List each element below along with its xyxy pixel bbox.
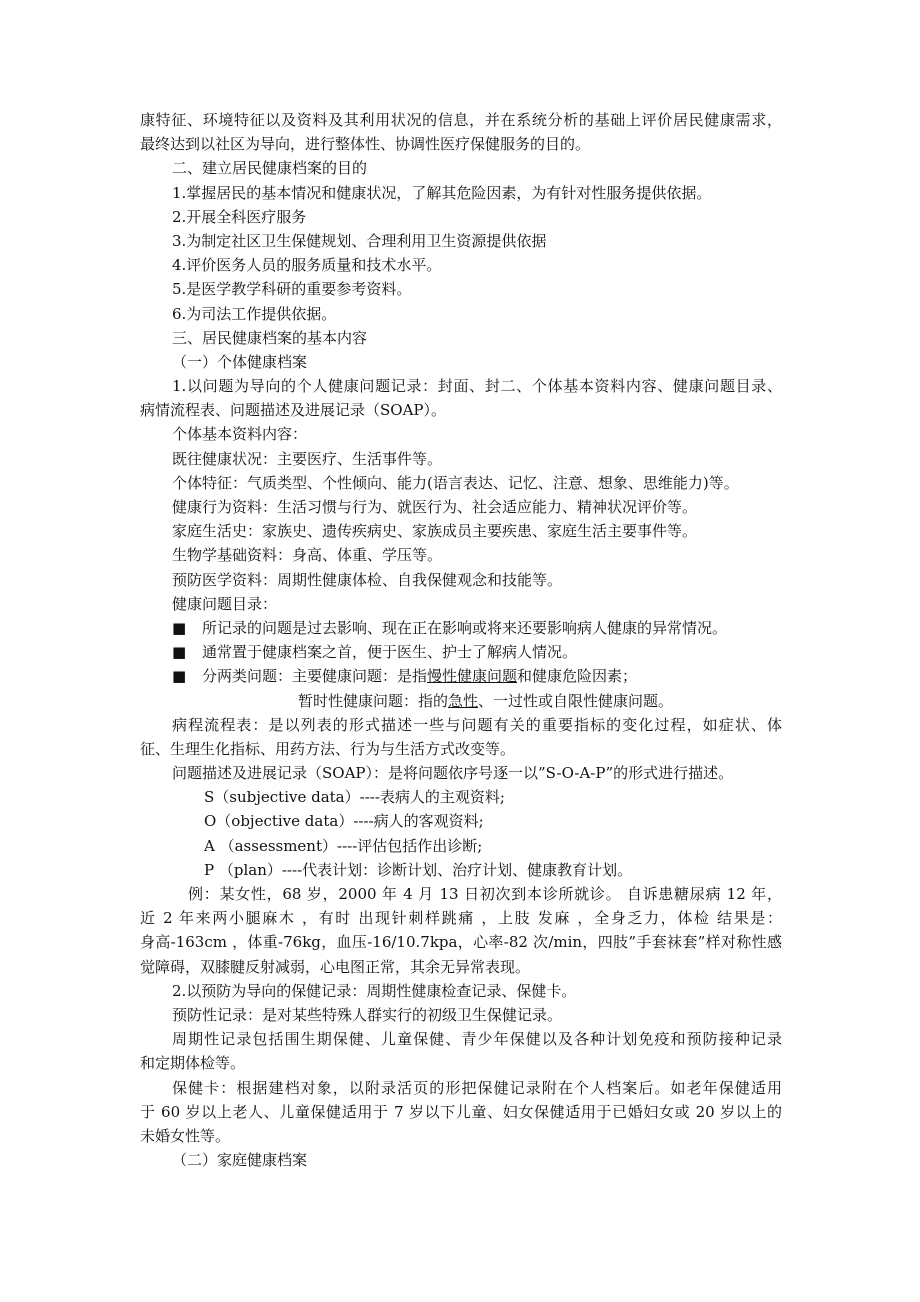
text-line: 5.是医学教学科研的重要参考资料。	[172, 280, 412, 299]
text-line: 征、生理生化指标、用药方法、行为与生活方式改变等。	[140, 739, 516, 758]
text-line: 生物学基础资料：身高、体重、学压等。	[172, 546, 443, 565]
text-line: 保健卡：根据建档对象，以附录活页的形把保健记录附在个人档案后。如老年保健适用	[172, 1078, 782, 1097]
text-line: P （plan）----代表计划：诊断计划、治疗计划、健康教育计划。	[204, 860, 633, 879]
text-line: 健康行为资料：生活习惯与行为、就医行为、社会适应能力、精神状况评价等。	[172, 498, 698, 516]
text-line: 既往健康状况：主要医疗、生活事件等。	[172, 449, 443, 468]
underlined-term: 急性	[448, 691, 479, 710]
text-segment: 和健康危险因素；	[517, 667, 638, 686]
text-line: 个体基本资料内容：	[172, 425, 308, 444]
text-line: 康特征、环境特征以及资料及其利用状况的信息，并在系统分析的基础上评价居民健康需求，	[140, 111, 782, 129]
text-line: 个体特征：气质类型、个性倾向、能力(语言表达、记忆、注意、想象、思维能力)等。	[172, 473, 739, 492]
document-body	[140, 108, 782, 1172]
text-line: 1.掌握居民的基本情况和健康状况，了解其危险因素，为有针对性服务提供依据。	[172, 183, 712, 202]
text-segment: 、一过性或自限性健康问题。	[478, 691, 674, 710]
text-line: 家庭生活史：家族史、遗传疾病史、家族成员主要疾患、家庭生活主要事件等。	[172, 522, 698, 541]
black-square-icon: ■	[172, 618, 187, 637]
text-line: 二、建立居民健康档案的目的	[172, 159, 368, 178]
text-segment: 暂时性健康问题：指的	[298, 691, 449, 710]
text-line: 预防医学资料：周期性健康体检、自我保健观念和技能等。	[172, 570, 563, 589]
text-line: 近 2 年来两小腿麻木 ，有时 出现针刺样跳痛 ，上肢 发麻 ，全身乏力，体检 结果是：	[140, 909, 782, 928]
text-segment: 所记录的问题是过去影响、现在正在影响或将来还要影响病人健康的异常情况。	[202, 618, 728, 637]
bullet-item	[140, 616, 782, 640]
text-line: 预防性记录：是对某些特殊人群实行的初级卫生保健记录。	[172, 1005, 563, 1024]
text-line: 未婚女性等。	[140, 1126, 231, 1145]
text-line: O（objective data）----病人的客观资料;	[204, 812, 484, 831]
bullet-item	[140, 640, 782, 664]
text-line: 问题描述及进展记录（SOAP）：是将问题依序号逐一以”S-O-A-P”的形式进行描述。	[172, 764, 734, 783]
text-line: 1.以问题为导向的个人健康问题记录：封面、封二、个体基本资料内容、健康问题目录、	[172, 377, 782, 396]
text-line: 2.以预防为导向的保健记录：周期性健康检查记录、保健卡。	[172, 981, 577, 1000]
bullet-item	[140, 664, 782, 688]
text-line	[140, 689, 782, 713]
text-line: 和定期体检等。	[140, 1054, 246, 1073]
text-line: （一）个体健康档案	[172, 352, 308, 371]
text-line: 于 60 岁以上老人、儿童保健适用于 7 岁以下儿童、妇女保健适用于已婚妇女或 20 岁以上的	[140, 1102, 782, 1121]
black-square-icon: ■	[172, 643, 187, 662]
text-line: S（subjective data）----表病人的主观资料;	[204, 788, 505, 807]
text-line: 身高-163cm ，体重-76kg，血压-16/10.7kpa，心率-82 次/min，四肢”手套袜套”样对称性感	[140, 933, 782, 952]
underlined-term: 慢性健康问题	[427, 667, 518, 686]
black-square-icon: ■	[172, 667, 187, 686]
text-line: 病情流程表、问题描述及进展记录（SOAP）。	[140, 401, 447, 420]
text-line: 最终达到以社区为导向，进行整体性、协调性医疗保健服务的目的。	[140, 135, 591, 154]
text-line: 2.开展全科医疗服务	[172, 207, 307, 226]
text-line: （二）家庭健康档案	[172, 1151, 308, 1170]
text-line: 例：某女性，68 岁，2000 年 4 月 13 日初次到本诊所就诊。 自诉患糖尿病 12 年，	[188, 885, 782, 903]
text-line: 6.为司法工作提供依据。	[172, 304, 337, 323]
text-line: 周期性记录包括围生期保健、儿童保健、青少年保健以及各种计划免疫和预防接种记录	[172, 1030, 782, 1049]
text-line: 3.为制定社区卫生保健规划、合理利用卫生资源提供依据	[172, 231, 547, 250]
text-line: 三、居民健康档案的基本内容	[172, 328, 368, 347]
text-line: 4.评价医务人员的服务质量和技术水平。	[172, 256, 442, 275]
text-line: 病程流程表：是以列表的形式描述一些与问题有关的重要指标的变化过程，如症状、体	[172, 715, 782, 734]
text-segment: 分两类问题：主要健康问题：是指	[202, 667, 428, 686]
text-line: 健康问题目录：	[172, 594, 278, 613]
text-line: 觉障碍，双膝腱反射减弱，心电图正常，其余无异常表现。	[140, 957, 531, 976]
text-line: A （assessment）----评估包括作出诊断;	[204, 836, 483, 855]
text-segment: 通常置于健康档案之首，便于医生、护士了解病人情况。	[202, 643, 578, 662]
